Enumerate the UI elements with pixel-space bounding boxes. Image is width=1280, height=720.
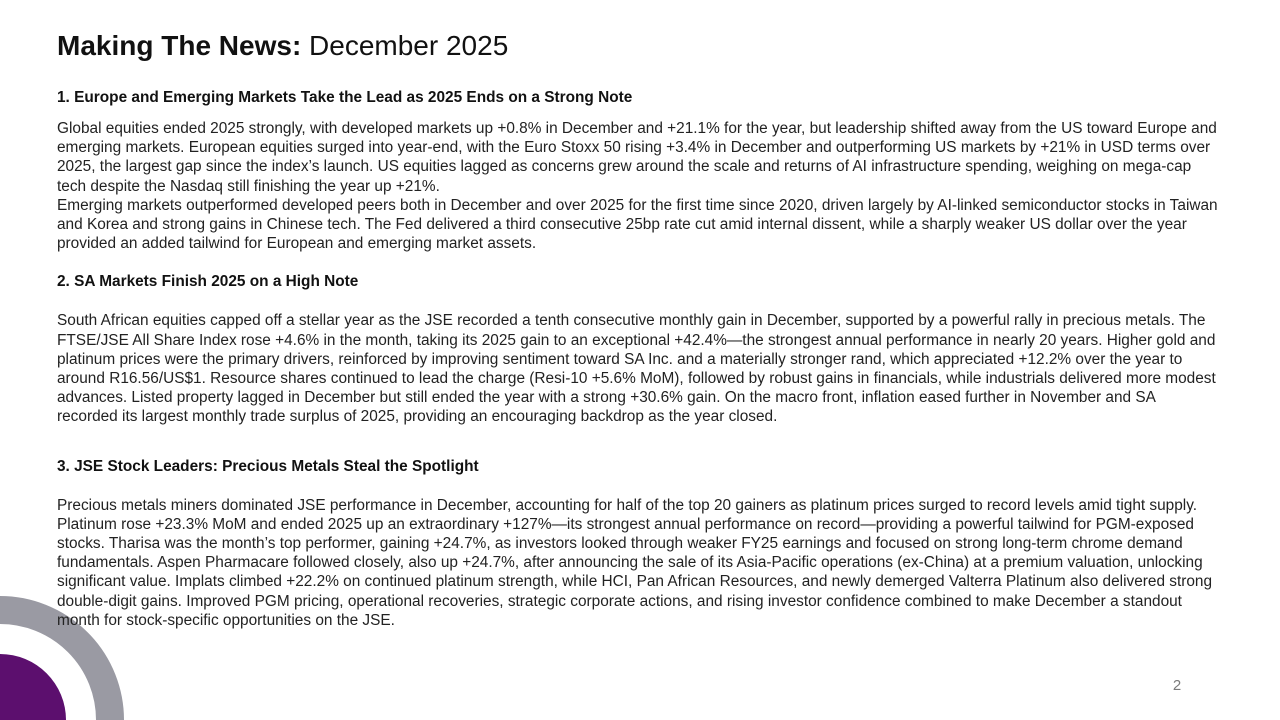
section-heading: 1. Europe and Emerging Markets Take the Lead as 2025 Ends on a Strong Note: [57, 89, 633, 106]
section-paragraph: Global equities ended 2025 strongly, with developed markets up +0.8% in December and +21.1% for the year, but leadership shifted away from the US toward Europe and emerging markets. European equities surged into year-end, with the Euro Stoxx 50 rising +3.4% in December and outperforming US markets by +21% in USD terms over 2025, the largest gap since the index’s launch. US equities lagged as concerns grew around the scale and returns of AI infrastructure spending, weighing on mega-cap tech despite the Nasdaq still finishing the year up +21%.: [57, 120, 1217, 195]
section-paragraph: Precious metals miners dominated JSE performance in December, accounting for half of the top 20 gainers as platinum prices surged to record levels amid tight supply. Platinum rose +23.3% MoM and ended 2025 up an extraordinary +127%—its strongest annual performance on record—providing a powerful tailwind for PGM-exposed stocks. Tharisa was the month’s top performer, gaining +24.7%, as investors looked through weaker FY25 earnings and focused on strong long-term chrome demand fundamentals. Aspen Pharmacare followed closely, also up +24.7%, after announcing the sale of its Asia-Pacific operations (ex-China) at a premium valuation, unlocking significant value. Implats climbed +22.2% on continued platinum strength, while HCI, Pan African Resources, and newly demerged Valterra Platinum also delivered strong double-digit gains. Improved PGM pricing, operational recoveries, strategic corporate actions, and rising investor confidence combined to make December a standout month for stock-specific opportunities on the JSE.: [57, 496, 1213, 629]
section-paragraph: South African equities capped off a stellar year as the JSE recorded a tenth consecutive monthly gain in December, supported by a powerful rally in precious metals. The FTSE/JSE All Share Index rose +4.6% in the month, taking its 2025 gain to an exceptional +42.4%—the strongest annual performance in nearly 20 years. Higher gold and platinum prices were the primary drivers, reinforced by improving sentiment toward SA Inc. and a materially stronger rand, which appreciated +12.2% over the year to around R16.56/US$1. Resource shares continued to lead the charge (Resi-10 +5.6% MoM), followed by robust gains in financials, while industrials delivered more modest advances. Listed property lagged in December but still ended the year with a strong +30.6% gain. On the macro front, inflation eased further in November and SA recorded its largest monthly trade surplus of 2025, providing an encouraging backdrop as the year closed.: [57, 312, 1216, 426]
page-title: [57, 30, 508, 62]
section-jse-leaders: [57, 457, 1219, 630]
article-content: [57, 88, 1219, 630]
section-sa-markets: [57, 272, 1219, 426]
section-heading: 2. SA Markets Finish 2025 on a High Note: [57, 273, 359, 291]
title-rest: December 2025: [301, 30, 509, 61]
title-bold: Making The News:: [57, 30, 302, 61]
section-paragraph: Emerging markets outperformed developed peers both in December and over 2025 for the first time since 2020, driven largely by AI-linked semiconductor stocks in Taiwan and Korea and strong gains in Chinese tech. The Fed delivered a third consecutive 25bp rate cut amid internal dissent, while a sharply weaker US dollar over the year provided an added tailwind for European and emerging market assets.: [57, 196, 1218, 253]
section-heading: 3. JSE Stock Leaders: Precious Metals Steal the Spotlight: [57, 457, 479, 475]
purple-circle: [0, 654, 66, 720]
page-number: 2: [1172, 677, 1182, 694]
section-europe-emerging: [57, 88, 1219, 253]
